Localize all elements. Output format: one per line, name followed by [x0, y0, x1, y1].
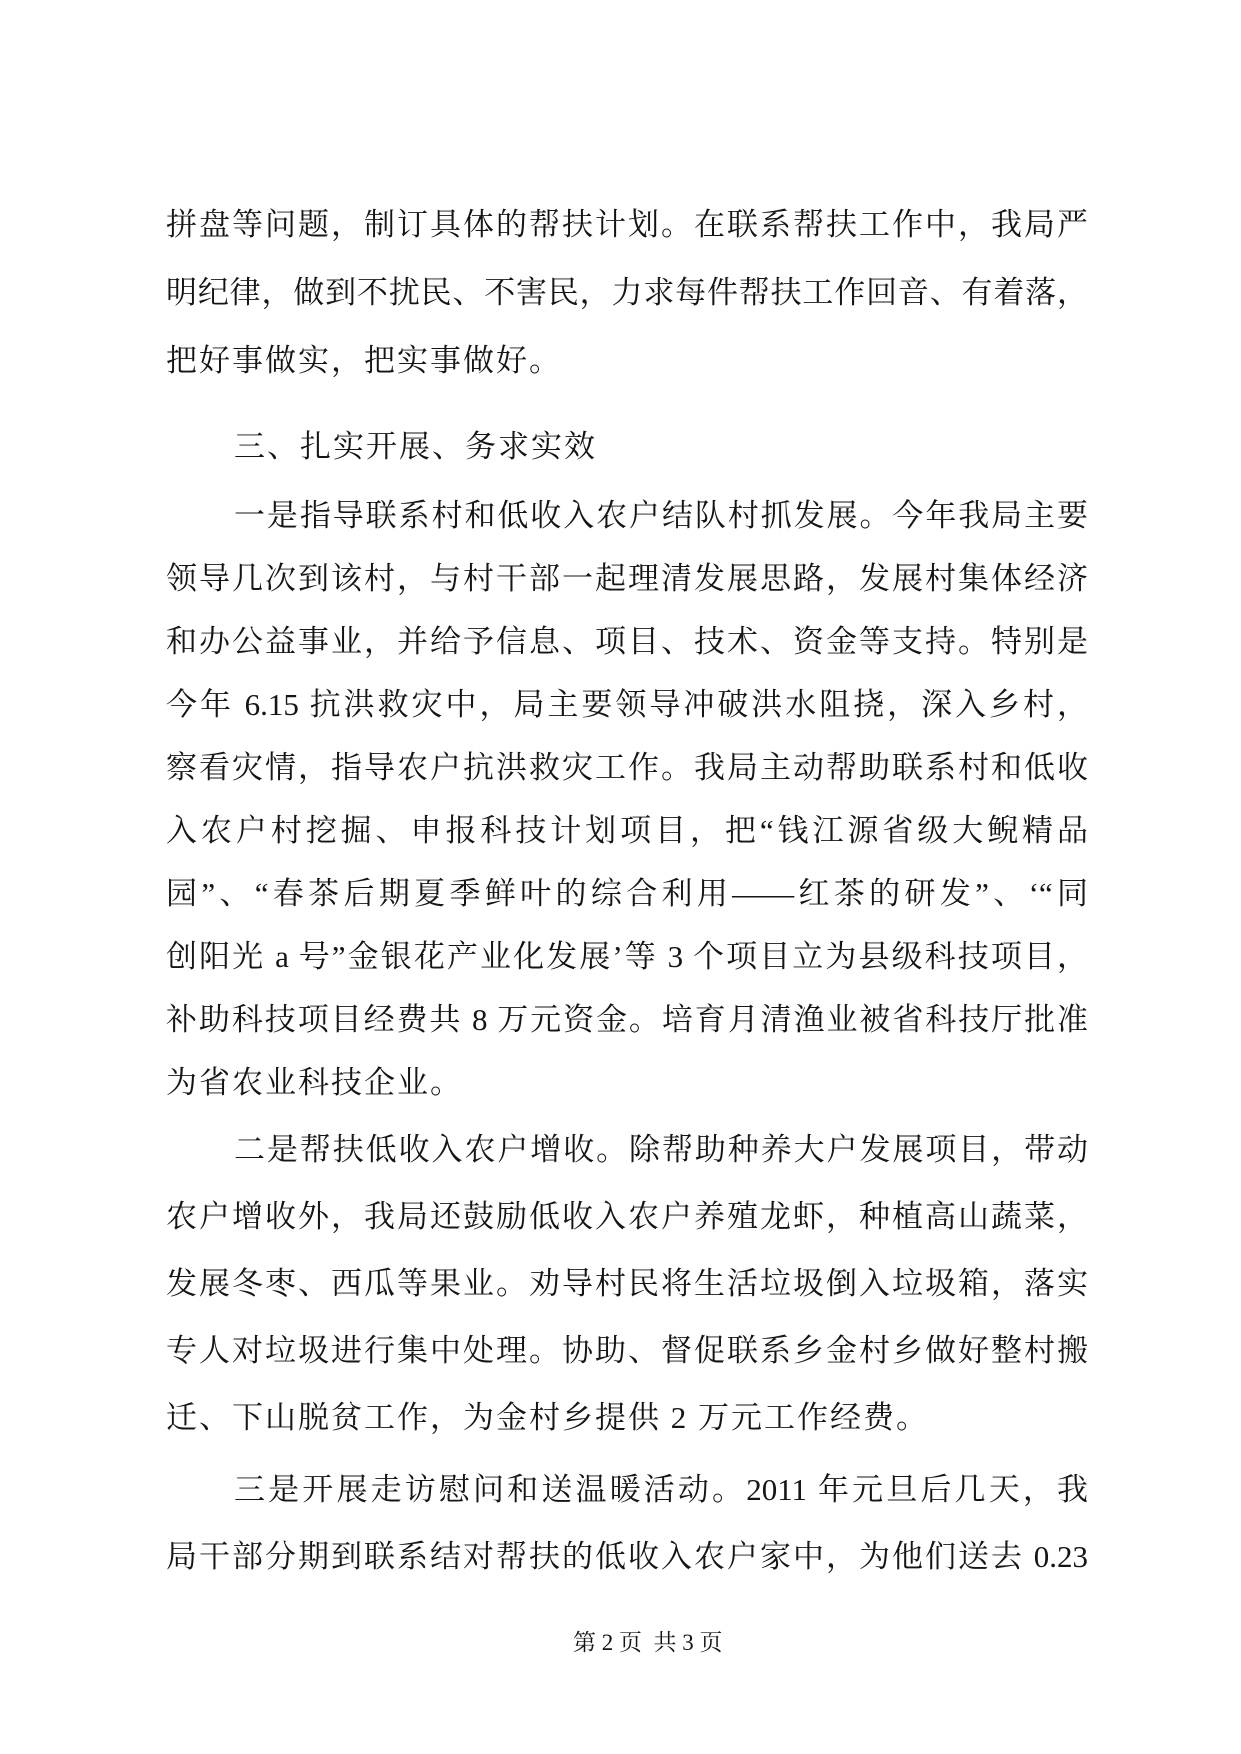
paragraph-line: 迁、下山脱贫工作，为金村乡提供 2 万元工作经费。 — [166, 1400, 929, 1435]
paragraph-line: 和办公益事业，并给予信息、项目、技术、资金等支持。特别是 — [166, 624, 1088, 659]
paragraph-line: 发展冬枣、西瓜等果业。劝导村民将生活垃圾倒入垃圾箱，落实 — [166, 1266, 1088, 1301]
paragraph-line: 拼盘等问题，制订具体的帮扶计划。在联系帮扶工作中，我局严 — [166, 207, 1088, 242]
paragraph-line: 补助科技项目经费共 8 万元资金。培育月清渔业被省科技厅批准 — [166, 1002, 1088, 1037]
paragraph-line: 创阳光 a 号”金银花产业化发展’等 3 个项目立为县级科技项目， — [166, 939, 1088, 974]
paragraph-line: 专人对垃圾进行集中处理。协助、督促联系乡金村乡做好整村搬 — [166, 1333, 1088, 1368]
paragraph-line: 今年 6.15 抗洪救灾中，局主要领导冲破洪水阻挠，深入乡村， — [166, 687, 1088, 722]
paragraph-line: 一是指导联系村和低收入农户结队村抓发展。今年我局主要 — [234, 498, 1088, 533]
paragraph-line: 局干部分期到联系结对帮扶的低收入农户家中，为他们送去 0.23 — [166, 1539, 1088, 1574]
document-body — [166, 191, 1088, 1590]
paragraph-line: 领导几次到该村，与村干部一起理清发展思路，发展村集体经济 — [166, 561, 1088, 596]
page-footer: 第 2 页 共 3 页 — [573, 1630, 723, 1655]
paragraph-line: 三是开展走访慰问和送温暖活动。2011 年元旦后几天，我 — [234, 1472, 1088, 1507]
paragraph — [166, 191, 1088, 395]
paragraph — [166, 1116, 1088, 1451]
paragraph — [166, 484, 1088, 1114]
paragraph-line: 明纪律，做到不扰民、不害民，力求每件帮扶工作回音、有着落， — [166, 275, 1088, 310]
paragraph-line: 入农户村挖掘、申报科技计划项目，把“钱江源省级大鲵精品 — [166, 813, 1088, 848]
paragraph-line: 察看灾情，指导农户抗洪救灾工作。我局主动帮助联系村和低收 — [166, 750, 1088, 785]
section-heading: 三、扎实开展、务求实效 — [234, 429, 597, 464]
paragraph-line: 为省农业科技企业。 — [166, 1065, 463, 1100]
paragraph-line: 园”、“春茶后期夏季鲜叶的综合利用——红茶的研发”、‘“同 — [166, 876, 1088, 911]
paragraph-line: 二是帮扶低收入农户增收。除帮助种养大户发展项目，带动 — [234, 1132, 1088, 1167]
paragraph — [166, 1456, 1088, 1590]
paragraph-line: 农户增收外，我局还鼓励低收入农户养殖龙虾，种植高山蔬菜， — [166, 1199, 1088, 1234]
paragraph-line: 把好事做实，把实事做好。 — [166, 343, 562, 378]
